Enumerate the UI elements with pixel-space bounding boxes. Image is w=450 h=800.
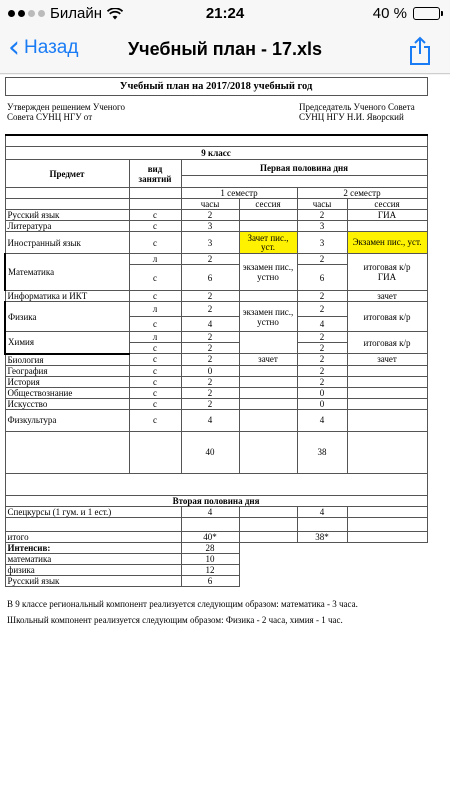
semester-1: 1 семестр bbox=[181, 188, 297, 199]
approval-line-2: Совета СУНЦ НГУ от bbox=[7, 112, 93, 123]
table-row: Спецкурсы (1 гум. и 1 ест.) 4 4 bbox=[5, 506, 427, 517]
second-half-header: Вторая половина дня bbox=[5, 495, 427, 506]
table-row: Русский язык 6 bbox=[5, 575, 427, 586]
battery-percent: 40 % bbox=[372, 5, 407, 22]
chevron-left-icon: ‹ bbox=[8, 30, 20, 65]
page-title: Учебный план - 17.xls bbox=[127, 39, 323, 59]
table-row: Физкультура с 4 4 bbox=[5, 409, 427, 431]
table-row: математика 10 bbox=[5, 553, 427, 564]
table-row: Биология с 2 зачет 2 зачет bbox=[5, 354, 427, 366]
chair-line-2: СУНЦ НГУ Н.И. Яворский bbox=[299, 112, 404, 123]
table-row: Иностранный язык с 3 Зачет пис., уст. 3 Экзамен пис., уст. bbox=[5, 232, 427, 254]
back-button-label: Назад bbox=[24, 37, 79, 58]
highlighted-cell: Экзамен пис., уст. bbox=[347, 232, 427, 254]
note-school: Школьный компонент реализуется следующим образом: Физика - 2 часа, химия - 1 час. bbox=[7, 615, 343, 625]
spreadsheet bbox=[4, 77, 426, 628]
total-hours-1: 40 bbox=[181, 431, 239, 473]
col-subject: Предмет bbox=[5, 160, 129, 188]
col-kind: вид занятий bbox=[129, 160, 181, 188]
battery-icon bbox=[413, 7, 440, 20]
table-row: с 4 4 bbox=[5, 317, 427, 332]
table-row: Интенсив: 28 bbox=[5, 542, 427, 553]
session-header-2: сессия bbox=[347, 199, 427, 210]
share-icon[interactable] bbox=[408, 36, 432, 66]
approval-line-1: Утвержден решением Ученого bbox=[7, 101, 126, 112]
status-bar bbox=[0, 0, 450, 28]
total-hours-2: 38 bbox=[297, 431, 347, 473]
table-row: Информатика и ИКТ с 2 2 зачет bbox=[5, 291, 427, 302]
table-row: Математика л 2 экзамен пис., устно 2 итоговая к/р ГИА bbox=[5, 254, 427, 265]
table-row: с 2 2 bbox=[5, 343, 427, 354]
clock: 21:24 bbox=[205, 5, 245, 22]
highlighted-cell: Зачет пис., уст. bbox=[239, 232, 297, 254]
table-row: Физика л 2 экзамен пис., устно 2 итоговая к/р bbox=[5, 302, 427, 317]
table-row: История с 2 2 bbox=[5, 376, 427, 387]
table-row: Химия л 2 2 итоговая к/р bbox=[5, 332, 427, 343]
chair-line-1: Председатель Ученого Совета bbox=[299, 101, 415, 112]
battery-info bbox=[373, 5, 440, 22]
total-row bbox=[5, 431, 427, 473]
table-row: Русский язык с 2 2 ГИА bbox=[5, 210, 427, 221]
table-row: Литература с 3 3 bbox=[5, 221, 427, 232]
navigation-bar bbox=[0, 28, 450, 74]
carrier-name: Билайн bbox=[50, 5, 102, 22]
note-regional: В 9 классе региональный компонент реализуется следующим образом: математика - 3 часа. bbox=[7, 599, 358, 609]
plan-table bbox=[4, 77, 428, 596]
session-header-1: сессия bbox=[239, 199, 297, 210]
grade-header: 9 класс bbox=[5, 147, 427, 160]
col-first-half: Первая половина дня bbox=[181, 160, 427, 176]
table-row: Искусство с 2 0 bbox=[5, 398, 427, 409]
document-viewer[interactable] bbox=[0, 75, 450, 800]
table-row: с 6 6 bbox=[5, 265, 427, 291]
table-row: География с 0 2 bbox=[5, 365, 427, 376]
document-heading: Учебный план на 2017/2018 учебный год bbox=[5, 78, 427, 96]
table-row: Обществознание с 2 0 bbox=[5, 387, 427, 398]
semester-2: 2 семестр bbox=[297, 188, 427, 199]
hours-header-1: часы bbox=[181, 199, 239, 210]
hours-header-2: часы bbox=[297, 199, 347, 210]
table-row: физика 12 bbox=[5, 564, 427, 575]
table-row: итого 40* 38* bbox=[5, 531, 427, 542]
